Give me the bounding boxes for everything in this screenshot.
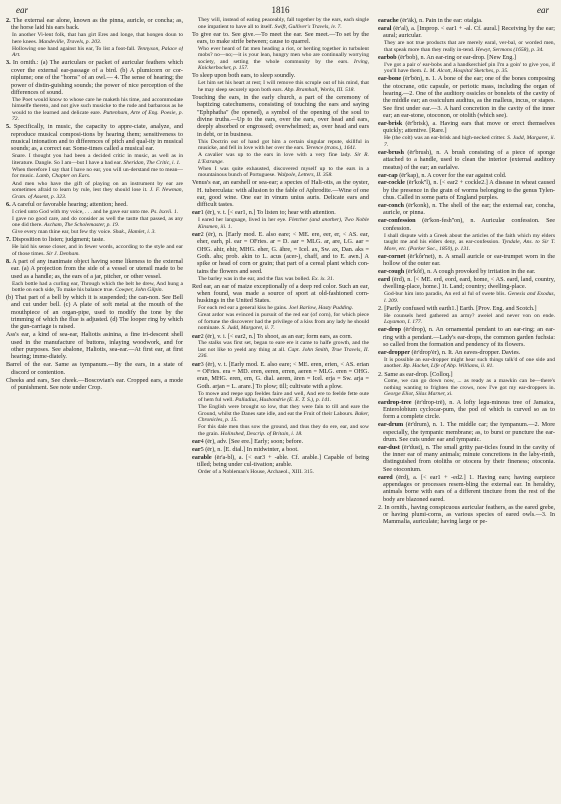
dictionary-entry <box>192 438 369 445</box>
entry-body: (ēr'kôr'net), n. A small auricle or ear-trumpet worn in the hollow of the outer ear. <box>383 252 555 268</box>
quotation-source: Puttenham, Arte of Eng. Poesie, p. 72. <box>12 109 183 123</box>
entry-headword: ear-cornet <box>378 252 406 260</box>
dictionary-entry <box>6 17 183 32</box>
quotation-source: Ps. lxxvii. 1. <box>150 208 179 215</box>
entry-headword: ear <box>192 445 201 453</box>
dictionary-entry <box>6 377 183 392</box>
entry-body: Ass's ear, a kind of sea-ear, Haliotis asinina, a fine iri-descent shell used in the manufacture of buttons, inlaying woodwork, and for other purposes. See abalone, Haliotis, sea-ear.—At first ear, at first hearing; imme-diately. <box>6 331 183 361</box>
quotation <box>378 62 555 75</box>
quotation-text: Order of a Nobleman's House, Archaeol., XIII. 315. <box>198 468 314 475</box>
dictionary-entry <box>6 294 183 331</box>
text-columns <box>6 17 555 803</box>
dictionary-entry <box>378 149 555 171</box>
dictionary-entry <box>6 361 183 376</box>
quotation-text: To mowe and reepe upp feeldes faire and well, And ere to feelde fette oute of hem ful well. <box>198 390 369 403</box>
quotation <box>6 216 183 229</box>
quotation-text: In another Vi-lent folk, that han girt Eres and longe, that hongen doun to here knees. <box>12 32 183 45</box>
entry-headword: eardrop-tree <box>378 398 412 406</box>
quotation-source: Tyndale, Ans. to Sir T. More, etc. (Parker Soc., 1850), p. 131. <box>384 239 555 252</box>
dictionary-entry <box>6 331 183 360</box>
quotation-text: The stalks was first set, began to eare ere it came to halfe growth, and the last not like to yeeld any thing at all. <box>198 340 369 353</box>
quotation <box>378 313 555 326</box>
entry-body: 2. In ornith., having conspicuous auricular feathers, as the eared grebe, or having plumi-corns, as various species of eared owls.—3. In Mammalia, auriculate; having large or pe- <box>378 503 555 526</box>
quotation-text: It is possible an ear-dropper might hear such things talk'd of one side and another. <box>384 356 555 370</box>
quotation <box>6 181 183 201</box>
entry-body: A part of any inanimate object having some likeness to the external ear. (a) A projection from the side of a vessel or utensil made to be used as a handle; as, the ears of a jar, pitcher, or other vessel. <box>10 257 183 280</box>
dictionary-entry <box>378 120 555 135</box>
quotation <box>192 152 369 165</box>
quotation <box>192 80 369 93</box>
running-header <box>6 4 555 17</box>
quotation-source: S. Judd, Margaret, ii. 7. <box>221 325 275 332</box>
quotation-source: Holinshed, Descrip. of Britain, i. 18. <box>220 430 303 437</box>
dictionary-entry <box>378 217 555 232</box>
quotation-source: George Eliot, Silas Marner, xi. <box>384 391 453 398</box>
dictionary-entry <box>378 253 555 268</box>
quotation-source: Tennyson, Palace of Art. <box>12 45 183 59</box>
dictionary-entry <box>378 305 555 312</box>
quotation <box>6 46 183 59</box>
dictionary-entry <box>378 202 555 217</box>
dictionary-entry <box>378 172 555 179</box>
entry-body: (b) That part of a bell by which it is suspended; the can-non. See Bell and cut under bell. (c) A plate of soft metal at the mouth of the mouthpiece of an organ-pipe, used to modify the tone by the trimming of which the flue is adjusted. (d) The looper ring by which the gun-carriage is raised. <box>6 294 183 331</box>
quotation <box>192 424 369 437</box>
entry-body: (ēr'kap), n. A cover for the ear against cold. <box>397 171 507 179</box>
entry-body: (ēr'bōn), n. 1. A bone of the ear; one of the bones composing the otocrane, otic capsule, or periotic mass, including the organ of hearing.—2. One of the auditory ossicles or bonelets of the cavity of the middle ear; an ossiculum auditus, as the malleus, incus, or stapes. See first under ear.—3. A hard concretion in the cavity of the inner ear; an ear-stone, otoconon, or otolith (which see). <box>383 75 555 120</box>
dictionary-entry <box>378 399 555 421</box>
header-left-guideword: ear <box>16 5 28 15</box>
dictionary-entry <box>378 54 555 61</box>
quotation <box>378 233 555 253</box>
dictionary-entry <box>378 179 555 201</box>
dictionary-entry <box>378 17 555 24</box>
entry-headword: ear-cockle <box>378 179 405 187</box>
quotation-text: This Doctrin out of hand got him a certain singular repute, skillful in musicke, and fell in love with her over the ears. <box>198 138 369 152</box>
quotation-source: Shak., Hamlet, i. 3. <box>112 229 156 236</box>
dictionary-entry <box>378 474 555 503</box>
quotation-source: Ascham, The Scholemaster, p. 19. <box>44 222 120 229</box>
dictionary-entry <box>6 258 183 280</box>
entry-body: Barrel of the ear. Same as tympanum.—By the ears, in a state of discord or contention. <box>6 361 183 376</box>
entry-headword: earbob <box>378 53 397 61</box>
entry-headword: 2. <box>6 17 11 24</box>
quotation <box>378 378 555 398</box>
entry-headword: earable <box>192 453 212 461</box>
dictionary-entry <box>378 75 555 119</box>
entry-headword: 8. <box>6 257 11 265</box>
quotation-text: The barley was in the ear, and the flax was bolled. <box>198 275 311 282</box>
quotation-source: Sheridan, The Critic, i. 1. <box>123 159 181 166</box>
quotation <box>192 469 369 476</box>
quotation-text: The Poet would know to whose care he maketh his time, and accommodate himselfe thereto, and not give such musicke to the rude and barbarous as he would to the learned and delicate eare. <box>12 96 183 116</box>
entry-body: (ēr'drop-trē), n. A lofty legu-minous tree of Jamaica, Enterolobium cyclocar-pum, the pod of which is curved so as to form a complete circle. <box>383 398 555 421</box>
quotation-text: I gave no good care, and do consider as well the tastte that passed, as any one did there. <box>12 215 183 229</box>
entry-headword: ear <box>192 437 201 445</box>
entry-body: 5 (ēr), n. [E. dial.] In midwinter, a boot. <box>200 445 299 453</box>
quotation <box>6 209 183 216</box>
dictionary-entry <box>378 25 555 40</box>
quotation <box>192 404 369 424</box>
quotation <box>192 217 369 230</box>
entry-body: Cheeks and ears, See cheek.—Boscovian's ear. Cropped ears, a mode of punishment. See note under Crop. <box>6 376 183 391</box>
quotation <box>192 139 369 152</box>
entry-headword: ear <box>192 209 201 217</box>
quotation-source: Joel Barlow, Hasty Pudding. <box>288 305 354 312</box>
entry-body: 4 (ēr), adv. [See ere.] Early; soon; before. <box>200 437 304 445</box>
quotation <box>378 357 555 370</box>
entry-body: (ērd), n. [< ME. erd, eord, eard, home, < AS. eard, land, country, dwelling-place, home.] 1t. Land; country; dwelling-place. <box>383 275 555 291</box>
header-page-number: 1816 <box>271 5 290 15</box>
quotation-text: I shall dispute with a Greek about the articles of the faith which my elders taught me and his elders deny, as ear-confession. <box>384 232 555 246</box>
entry-body: 2 (ēr), v. i. [< ear2, n.] To shoot, as an ear; form ears, as corn. <box>200 332 353 340</box>
entry-body: 2 (ēr), n. [Early mod. E. also eare; < ME. ere, eer, er, < AS. ear, eher, earh, pl. ear = OFries. ar = D. aar = MLG. ar, are, LG. aar = OHG. ahir, ehir, MHG. eher, G. ähre, = Icel. ax, Sw. ax, Dan. aks = Goth. ahs; prob. akin to L. acus (acer-), chaff, and to E. awn.] A spike or head of corn or grain; that part of a cereal plant which con-tains the flowers and seed. <box>197 230 369 275</box>
entry-headword: 3. <box>6 59 11 67</box>
entry-headword: ear-bone <box>378 75 402 83</box>
dictionary-entry <box>6 201 183 208</box>
quotation-text: Let him set his heart at rest; I will remove this scruple out of his mind, that he may sleep securely upon both ears. <box>198 80 369 93</box>
entry-headword: ear-conch <box>378 202 404 210</box>
entry-body: Venus's ear, an earshell or sea-ear; a species of Hali-otis, as the oyster, H. tuberculata: with allusion to the fable of Aphrodite.—Wine of one ear, good wine. One ear in vinum unius auris. Delicate ears and difficult tastes. <box>192 179 369 209</box>
entry-headword: earal <box>378 24 392 32</box>
quotation-source: Mandeville, Travels, p. 203. <box>38 38 102 45</box>
entry-body: To give ear to. See give.—To meet the ear. See meet.—To set by the ears, to make strife between; cause to quarrel. <box>192 30 369 45</box>
entry-body: To sleep upon both ears, to sleep soundly. <box>192 72 296 80</box>
quotation-source: Ex. ix. 31. <box>311 275 335 282</box>
quotation <box>192 46 369 72</box>
entry-body: (ēr'drop), n. An ornamental pendant to an ear-ring; an ear-ring with a pendant.—Lady's ear-drops, the common garden fuchsia: so called from the formation and pendency of its flowers. <box>383 326 555 349</box>
quotation-source: J. F. Newman, Gram. of Assent, p. 323. <box>12 187 183 200</box>
quotation <box>378 135 555 148</box>
entry-body: 2. Same as ear-drop. [Colloq.] <box>378 370 453 378</box>
quotation-text: Each bottle had a curling ear, Through which the belt he drew, And hung a bottle on each side, To make his balance true. <box>12 280 183 293</box>
entry-headword: ear-confession <box>378 217 416 225</box>
dictionary-entry <box>378 326 555 348</box>
quotation-text: A cavalier was up to the ears in love with a very fine lady. <box>198 152 352 159</box>
dictionary-entry <box>6 59 183 96</box>
dictionary-entry <box>192 283 369 305</box>
dictionary-entry <box>6 236 183 243</box>
quotation-source: Swift, Gulliver's Travels, iv. 7. <box>274 23 342 30</box>
quotation-text: Come, we can go down now, ... as ready as a mawkin can be—there's nothing wanting to frighten the crows, now I've got my ear-droppers in. <box>384 378 555 391</box>
entry-body: (ēr'kok''l), n. [< ear2 + cockle2.] A disease in wheat caused by the presence in the grain of worms belonging to the genus Tylen-chus. Called in some parts of England purples. <box>383 179 555 202</box>
entry-headword: 5. <box>6 123 11 131</box>
quotation-text: He laid his sense closer, and in fewer words, according to the style and ear of those times. <box>12 244 183 257</box>
entry-body: (ēr'drum), n. 1. The middle car; the tympanum.—2. More especially, the tympanic membrane; as, to burst or puncture the ear-drum. See cuts under ear and tympanic. <box>383 421 555 443</box>
quotation <box>192 340 369 360</box>
quotation-text: He counsels herd gathered an army? aweiel and never von on ende. <box>384 312 555 319</box>
entry-body: Disposition to listen; judgment; taste. <box>10 236 105 244</box>
dictionary-entry <box>192 361 369 390</box>
quotation-source: Sir J. Denham. <box>46 250 80 257</box>
quotation-text: Who ever heard of fat men heading a riot, or herding together in turbulent mobs? no—no;—it is your lean, hungry men who are continually worrying society, and setting the whole community by the ears. <box>198 45 369 65</box>
entry-body: Red ear, an ear of maize exceptionally of a deep red color. Such an ear, when found, was made a source of sport at old-fashioned corn-huskings in the United States. <box>192 282 369 305</box>
entry-headword: ear-brush <box>378 148 404 156</box>
entry-body: (ēr'brisk), a. Having ears that move or erect themselves quickly; attentive. [Rare.] <box>383 120 555 135</box>
quotation-source: Lamb, Chapter on Ears. <box>36 173 91 180</box>
entry-body: (ēr'kon-fesh''on), n. Auricular confession. See confession. <box>383 217 555 232</box>
dictionary-entry <box>192 446 369 453</box>
entry-headword: eard <box>378 275 391 283</box>
column-middle <box>192 17 369 803</box>
quotation-text: God-bur him into paradis, An erd al ful of swete blis. <box>384 291 506 298</box>
dictionary-entry <box>192 231 369 275</box>
entry-body: 1 (ēr), v. t. [< ear1, n.] To listen to; hear with attention. <box>200 209 336 217</box>
dictionary-entry <box>192 72 369 79</box>
dictionary-entry <box>192 209 369 216</box>
quotation-text: I've got a pair o' ear-bobs and a handkerchief pin I'm a goin' to give you, if you'll have them. <box>384 61 555 75</box>
quotation-source: Abp. Bramhall, Works, III. 518. <box>284 86 355 93</box>
quotation-text: And men who have the gift of playing on an instrument by ear are sometimes afraid to learn by rule, lest they should lose it. <box>12 180 183 194</box>
quotation <box>192 391 369 404</box>
dictionary-entry <box>192 94 369 138</box>
entry-headword: ear <box>192 360 201 368</box>
quotation-source: Cowper, John Gilpin. <box>115 287 163 293</box>
entry-body: In ornith.: (a) The auriculars or packet of auricular feathers which cover the external ear-passage of a bird. (b) A plumicorn or cor-niplume; one of the "horns" of an owl.— 4. The sense of hearing; the power of distin-guishing sounds; the power of nice perception of the differences of sound. <box>10 59 183 96</box>
entry-headword: ear-brisk <box>378 120 403 127</box>
entry-body: (ēr'al), a. [Improp. < ear1 + -al. Cf. aural.] Receiving by the ear; aural; auricular. <box>383 24 555 40</box>
quotation-source: Genesis and Exodus, l. 209. <box>384 291 555 304</box>
quotation <box>6 244 183 257</box>
quotation-source: Irving, Knickerbocker, p. 157. <box>198 58 369 72</box>
entry-headword: ear-cough <box>378 268 405 275</box>
dictionary-entry <box>192 31 369 46</box>
quotation <box>192 312 369 332</box>
quotation <box>6 167 183 180</box>
quotation-text: I cried unto God with my voice, . . . and he gave ear unto me. <box>12 208 150 215</box>
quotation-source: Sir R. L'Estrange. <box>198 152 369 165</box>
quotation-source: L. M. Alcott, Hospital Sketches, p. 35. <box>423 68 509 75</box>
dictionary-entry <box>6 123 183 152</box>
entry-headword: ear-cap <box>378 171 398 179</box>
quotation-text: They will, instead of eating peaceably, fall together by the ears, each single one impatient to have all to itself. <box>198 17 369 30</box>
quotation-source: Layamon, I. 177. <box>384 319 423 326</box>
entry-body: Specifically, in music, the capacity to appre-ciate, analyze, and reproduce musical composi-tions by hearing them; sensitiveness to musical intonation and to differences of pitch and qual-ity in musical sounds; as, a correct ear. Some-times called a musical ear. <box>10 123 183 153</box>
entry-headword: ear <box>192 230 201 238</box>
header-right-guideword: ear <box>537 5 549 15</box>
entry-body: (ēr'konk), n. The shell of the ear; the external ear, concha, auricle, or pinna. <box>383 202 555 217</box>
quotation-text: Great ardor was evinced in pursuit of the red ear (of corn), for which piece of fortune the discoverer had the privilege of a kiss from any lady he should nominate. <box>198 312 369 332</box>
entry-headword: earache <box>378 17 399 24</box>
quotation <box>192 17 369 30</box>
quotation <box>192 276 369 283</box>
dictionary-entry <box>378 444 555 473</box>
column-left <box>6 17 183 803</box>
entry-body: 3 (ēr), v. t. [Early mod. E. also eare; < ME. eren, erien, < AS. erian = OFries. era = MD. eren, eeren, erren, aeren = MLG. eren = OHG. eran, MHG. eren, ern, G. dial. aeren, ären = Icel. erja = Sw. arja = Goth. arjan = L. arare.] To plow; till; cultivate with a plow. <box>197 360 369 390</box>
entry-body: (ēr'brush), n. A brush consisting of a piece of sponge attached to a handle, used to clean the interior (external auditory meatus) of the ear; an earlalve. <box>383 148 555 171</box>
quotation-text: I eared her language, lived in her eye. <box>198 217 287 224</box>
quotation <box>6 153 183 166</box>
quotation <box>6 229 183 236</box>
entry-body: (ērd), a. [< ear1 + -ed2.] 1. Having ears; having earpiece appendages or processes resem-bling the external ear. In heraldry, animals borne with ears of a different tincture from the rest of the body are blazoned eared. <box>383 473 555 503</box>
quotation-source: Capt. John Smith, True Travels, II. 236. <box>198 346 369 360</box>
quotation-source: S. Judd, Margaret, ii. 7. <box>384 135 555 148</box>
quotation <box>6 281 183 294</box>
quotation <box>378 291 555 304</box>
quotation-text: They are not true products that are merely earal, ver-bal, or worded men, that speak more than they really in-tend. <box>384 40 555 53</box>
entry-headword: ear-dropper <box>378 348 410 356</box>
entry-headword: ear-drop <box>378 326 402 334</box>
entry-headword: ear-dust <box>378 443 400 451</box>
quotation-text: Give every man thine ear, but few thy voice. <box>12 229 112 236</box>
entry-body: 2. [Partly confused with earth1.] Earth. [Prov. Eng. and Scotch.] <box>378 304 537 312</box>
quotation <box>6 32 183 45</box>
quotation-source: Terence (trans.), 1641. <box>305 145 357 152</box>
quotation-source: Palladius, Husbondrie (E. E. T. S.), p. 141. <box>235 397 332 403</box>
quotation-text: For each red ear a general kiss he gains. <box>198 305 288 312</box>
entry-headword: ear <box>192 332 201 340</box>
dictionary-entry <box>378 371 555 378</box>
entry-body: (ēr'dust), n. The small gritty par-ticles found in the cavity of the inner ear of many animals; minute concretions in the laby-rinth, distinguished from otoliths or otocera by their fineness; otoconia. See otoconium. <box>383 443 555 473</box>
entry-body: (ēr'kôf), n. A cough provoked by irritation in the ear. <box>404 268 536 275</box>
dictionary-entry <box>378 349 555 356</box>
quotation-text: For this dale men thus sow the ground, and thus they do ere, ear, and sow the grain. <box>198 424 369 437</box>
dictionary-entry <box>378 504 555 526</box>
quotation-source: Bp. Hacket, Life of Abp. Williams, ii. 81. <box>403 363 494 370</box>
dictionary-entry <box>192 454 369 469</box>
entry-body: The external ear alone, known as the pinna, auricle, or concha; as, the horse laid his ears back. <box>10 17 183 32</box>
entry-body: (ēr'bob), n. An ear-ring or ear-drop. [New Eng.] <box>396 53 516 61</box>
quotation-source: Fletcher (and another), Two Noble Kinsmen, iii. 1. <box>198 217 369 230</box>
dictionary-entry <box>192 333 369 340</box>
entry-headword: 7. <box>6 236 11 244</box>
quotation-text: When therefore I say that I have no ear, you will un-derstand me to mean—for music. <box>12 166 183 180</box>
entry-headword: 6. <box>6 200 11 208</box>
entry-headword: ear-drum <box>378 421 404 429</box>
quotation-text: Hollowing one hand against his ear, To list a foot-fall. <box>12 45 136 52</box>
quotation-text: The English were brought so low, that they were fain to till and eare the Ground, whilst the Danes sate idle, and eat the Fruit of their Labours. <box>198 404 369 417</box>
quotation-text: Snare. I thought you had been a decided critic in music, as well as in literature. Dangle. So I am—but I have a bad ear. <box>12 153 183 166</box>
dictionary-entry <box>378 276 555 291</box>
dictionary-entry <box>192 179 369 208</box>
entry-body: (ēr'a-bl), a. [< ear3 + -able. Cf. arable.] Capable of being tilled; being under cul-tivation; arable. <box>197 453 369 468</box>
quotation-text: When I was quite exhausted, discovered myself up to the ears in a mountainous bunch of Portuguese. <box>198 165 369 179</box>
quotation-source: Baker, Chronicles, p. 15. <box>198 410 369 424</box>
quotation-source: Walpole, Letters, II. 358. <box>277 172 333 179</box>
quotation <box>192 305 369 312</box>
entry-body: (ēr'drop'ėr), n. It. An eaves-dropper. Davies. <box>409 348 521 356</box>
quotation <box>6 97 183 123</box>
column-right <box>378 17 555 803</box>
quotation-text: He (the colt) was an ear-brisk and high-necked critter. <box>384 135 506 142</box>
dictionary-entry <box>378 268 555 275</box>
entry-body: (ēr'āk), n. Pain in the ear: otalgia. <box>398 17 483 24</box>
entry-body: A careful or favorable hearing; attention; heed. <box>10 200 128 208</box>
dictionary-entry <box>378 421 555 443</box>
entry-body: Touching the ears, in the early church, a part of the ceremony of baptizing catechumens, consisting of touching the ears and saying "Ephphatha" (be opened), a symbol of the opening of the soul to divine truths.—Up to the ears, over the ears, over head and ears, deeply absorbed or engrossed; overwhelmed; as, over head and ears in debt, or in business. <box>192 94 369 138</box>
quotation <box>378 40 555 53</box>
entry-headword: eared <box>378 473 393 481</box>
quotation-source: Hewyt, Sermons (1658), p. 34. <box>475 46 544 53</box>
quotation <box>192 166 369 179</box>
